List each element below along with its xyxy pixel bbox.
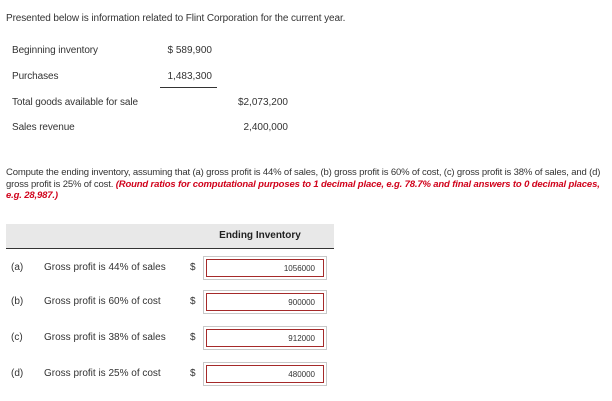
- ending-inventory-input-b[interactable]: [206, 293, 324, 311]
- beginning-inventory-value: $ 589,900: [167, 45, 212, 56]
- instructions-text: Compute the ending inventory, assuming that (a) gross profit is 44% of sales, (b) gross profit is 60% of cost, (c) gross profit is 38% of sales, and (d) gross profit is 25% of cost.: [6, 167, 601, 190]
- row-desc-b: Gross profit is 60% of cost: [44, 296, 161, 307]
- purchases-label: Purchases: [12, 71, 59, 82]
- ending-inventory-input-c[interactable]: [206, 329, 324, 347]
- currency-sign-c: $: [190, 332, 196, 343]
- rounding-note: (Round ratios for computational purposes to 1 decimal place, e.g. 78.7% and final answers to 0 decimal places, e.g. 28,987.): [6, 178, 600, 201]
- purchases-value: 1,483,300: [167, 71, 212, 82]
- ending-inventory-input-a[interactable]: [206, 259, 324, 277]
- row-desc-a: Gross profit is 44% of sales: [44, 262, 166, 273]
- row-desc-c: Gross profit is 38% of sales: [44, 332, 166, 343]
- currency-sign-b: $: [190, 296, 196, 307]
- sales-revenue-value: 2,400,000: [243, 122, 288, 133]
- answer-cell-c: [203, 326, 327, 350]
- answer-cell-a: [203, 256, 327, 280]
- currency-sign-a: $: [190, 262, 196, 273]
- row-desc-d: Gross profit is 25% of cost: [44, 368, 161, 379]
- row-letter-c: (c): [11, 332, 23, 343]
- row-letter-d: (d): [11, 368, 24, 379]
- ending-inventory-input-d[interactable]: [206, 365, 324, 383]
- total-goods-value: $2,073,200: [237, 97, 288, 108]
- beginning-inventory-label: Beginning inventory: [12, 45, 98, 56]
- problem-intro: Presented below is information related to Flint Corporation for the current year.: [6, 13, 346, 24]
- ending-inventory-header: Ending Inventory: [219, 230, 301, 241]
- instructions: [6, 167, 608, 202]
- row-letter-a: (a): [11, 262, 24, 273]
- currency-sign-d: $: [190, 368, 196, 379]
- answer-cell-d: [203, 362, 327, 386]
- answer-cell-b: [203, 290, 327, 314]
- subtotal-rule: [160, 87, 217, 88]
- row-letter-b: (b): [11, 296, 24, 307]
- sales-revenue-label: Sales revenue: [12, 122, 75, 133]
- total-goods-label: Total goods available for sale: [12, 97, 138, 108]
